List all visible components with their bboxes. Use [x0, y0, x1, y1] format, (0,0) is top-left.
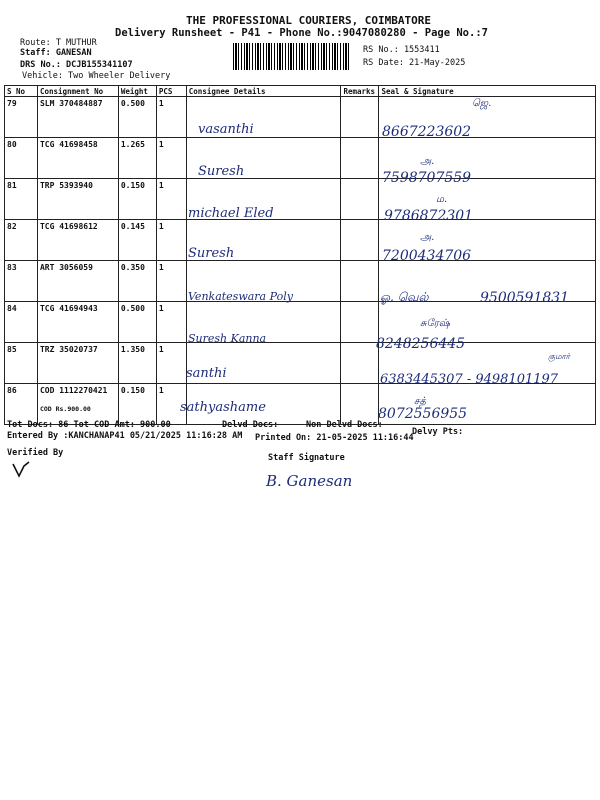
table-header-row	[5, 86, 596, 97]
row-pcs: 1	[156, 220, 186, 261]
row-pcs: 1	[156, 343, 186, 384]
row-pcs: 1	[156, 261, 186, 302]
row-sno: 83	[5, 261, 38, 302]
handwritten-phone: 7200434706	[382, 248, 472, 264]
totals: Tot Docs: 86 Tot COD Amt: 900.00	[7, 420, 171, 430]
runsheet-subtitle: Delivery Runsheet - P41 - Phone No.:9047080280 - Page No.:7	[115, 27, 488, 39]
row-remarks	[341, 179, 379, 220]
row-consignment: TCG 41698458	[37, 138, 118, 179]
row-consignment-number: COD 1112270421	[39, 386, 108, 395]
row-pcs: 1	[156, 97, 186, 138]
cod-amount: COD Rs.900.00	[39, 405, 91, 413]
handwritten-consignee: Venkateswara Poly	[188, 290, 293, 303]
delivery-points: Delvy Pts:	[412, 427, 464, 437]
row-remarks	[341, 302, 379, 343]
row-sno: 81	[5, 179, 38, 220]
row-consignment: SLM 370484887	[37, 97, 118, 138]
delivered-docs: Delvd Docs:	[222, 420, 279, 430]
table-row	[5, 138, 596, 179]
check-mark-icon	[10, 458, 36, 480]
row-consignment: ART 3056059	[37, 261, 118, 302]
row-weight: 1.265	[118, 138, 156, 179]
row-weight: 0.350	[118, 261, 156, 302]
row-sno: 84	[5, 302, 38, 343]
row-weight: 0.500	[118, 97, 156, 138]
non-delivered-docs: Non Delvd Docs:	[306, 420, 383, 430]
row-sno: 86	[5, 384, 38, 425]
row-remarks	[341, 384, 379, 425]
handwritten-consignee: Suresh	[198, 164, 245, 179]
col-weight: Weight	[118, 86, 156, 97]
handwritten-phone: 9786872301	[384, 208, 474, 224]
row-consignment	[37, 384, 118, 425]
row-pcs: 1	[156, 384, 186, 425]
handwritten-consignee: santhi	[186, 366, 227, 381]
col-seal-signature: Seal & Signature	[379, 86, 596, 97]
row-consignment: TRP 5393940	[37, 179, 118, 220]
handwritten-signature: ஜெ.	[472, 98, 492, 109]
handwritten-signature: சத்	[414, 396, 427, 407]
handwritten-consignee: vasanthi	[198, 122, 254, 137]
row-remarks	[341, 220, 379, 261]
col-consignee: Consignee Details	[186, 86, 341, 97]
printed-on: Printed On: 21-05-2025 11:16:44	[255, 433, 414, 443]
handwritten-phone: 6383445307 - 9498101197	[380, 372, 559, 387]
row-pcs: 1	[156, 302, 186, 343]
col-consignment: Consignment No	[37, 86, 118, 97]
row-weight: 0.150	[118, 179, 156, 220]
entered-by: Entered By :KANCHANAP41 05/21/2025 11:16:28 AM	[7, 431, 243, 441]
handwritten-consignee: Suresh	[188, 246, 235, 261]
handwritten-phone: 8667223602	[382, 124, 472, 140]
handwritten-phone: 8248256445	[376, 336, 466, 352]
route: Route: T MUTHUR	[20, 38, 97, 48]
rs-number: RS No.: 1553411	[363, 45, 440, 55]
row-weight: 0.150	[118, 384, 156, 425]
row-sno: 79	[5, 97, 38, 138]
handwritten-signature: அ.	[420, 232, 435, 243]
handwritten-consignee: michael Eled	[188, 206, 274, 221]
verified-by-label: Verified By	[7, 448, 64, 458]
row-consignment: TRZ 35020737	[37, 343, 118, 384]
row-sno: 80	[5, 138, 38, 179]
table-row	[5, 179, 596, 220]
staff-signature-label: Staff Signature	[268, 453, 345, 463]
row-weight: 0.500	[118, 302, 156, 343]
table-row	[5, 302, 596, 343]
table-row	[5, 97, 596, 138]
handwritten-signature: அ.	[420, 156, 435, 167]
row-pcs: 1	[156, 138, 186, 179]
vehicle: Vehicle: Two Wheeler Delivery	[22, 71, 171, 81]
col-sno: S No	[5, 86, 38, 97]
staff: Staff: GANESAN	[20, 48, 92, 58]
row-remarks	[341, 261, 379, 302]
rs-date: RS Date: 21-May-2025	[363, 58, 466, 68]
staff-signature-mark: B. Ganesan	[266, 472, 353, 490]
row-remarks	[341, 97, 379, 138]
barcode	[233, 43, 351, 70]
table-row	[5, 220, 596, 261]
handwritten-signature: குமார்	[548, 352, 570, 361]
row-weight: 1.350	[118, 343, 156, 384]
handwritten-signature: சுரேஷ்	[420, 318, 450, 329]
handwritten-phone: 8072556955	[378, 406, 468, 422]
handwritten-consignee: Suresh Kanna	[188, 332, 267, 345]
row-consignment: TCG 41698612	[37, 220, 118, 261]
col-remarks: Remarks	[341, 86, 379, 97]
handwritten-signature: ஓ. வெல்	[380, 290, 429, 304]
row-remarks	[341, 138, 379, 179]
table-row	[5, 384, 596, 425]
company-name: THE PROFESSIONAL COURIERS, COIMBATORE	[186, 14, 432, 27]
handwritten-consignee: sathyashame	[180, 400, 266, 415]
row-sno: 82	[5, 220, 38, 261]
row-weight: 0.145	[118, 220, 156, 261]
row-remarks	[341, 343, 379, 384]
row-sno: 85	[5, 343, 38, 384]
handwritten-phone: 7598707559	[382, 170, 472, 186]
row-pcs: 1	[156, 179, 186, 220]
drs-number: DRS No.: DCJB155341107	[20, 60, 133, 70]
row-consignment: TCG 41694943	[37, 302, 118, 343]
handwritten-phone: 9500591831	[480, 290, 570, 306]
col-pcs: PCS	[156, 86, 186, 97]
handwritten-signature: ம.	[436, 194, 448, 205]
